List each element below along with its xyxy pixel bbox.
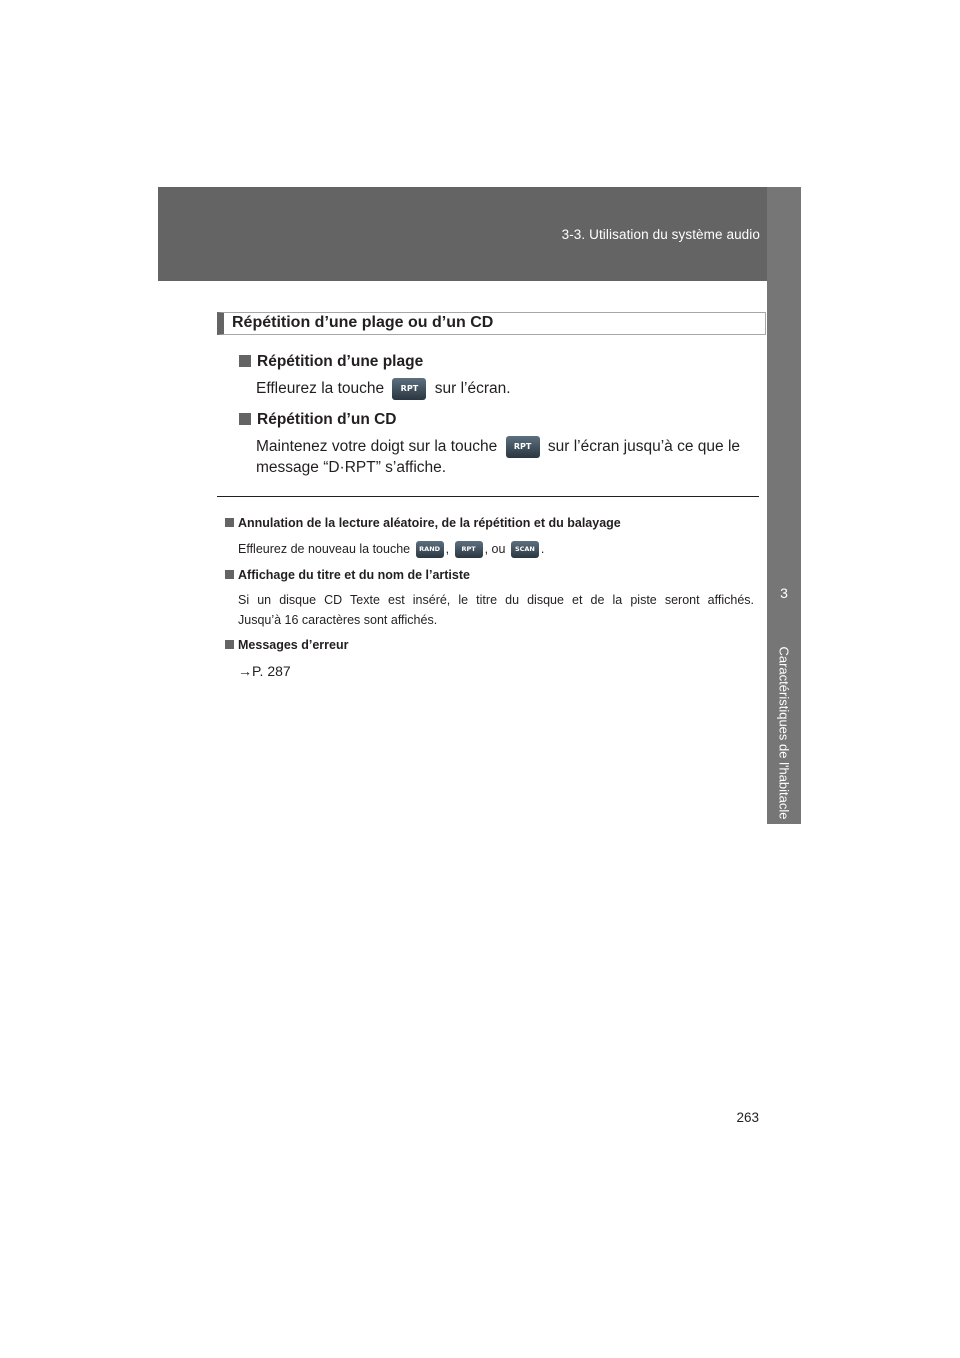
note-text-title-display-line1: Si un disque CD Texte est inséré, le titre du disque et de la piste seront affichés. <box>238 593 754 607</box>
page-reference-link[interactable]: →P. 287 <box>238 663 291 679</box>
square-bullet-icon <box>239 413 251 425</box>
instruction-cd-repeat-line2: message “D·RPT” s’affiche. <box>256 459 447 476</box>
note-heading-title-display: Affichage du titre et du nom de l’artiste <box>225 568 470 582</box>
chapter-side-tab <box>767 187 801 824</box>
chapter-number: 3 <box>780 585 788 601</box>
scan-button-icon: SCAN <box>511 541 539 558</box>
note-heading-errors: Messages d’erreur <box>225 638 348 652</box>
rpt-button-icon: RPT <box>506 436 540 458</box>
section-title: Répétition d’une plage ou d’un CD <box>232 314 494 331</box>
rpt-button-icon: RPT <box>455 541 483 558</box>
square-bullet-icon <box>225 640 234 649</box>
header-band <box>158 187 801 281</box>
square-bullet-icon <box>239 355 251 367</box>
section-header-title: 3-3. Utilisation du système audio <box>561 227 760 242</box>
instruction-track-repeat: Effleurez la touche RPT sur l’écran. <box>256 378 511 400</box>
rpt-button-icon: RPT <box>392 378 426 400</box>
note-text-title-display-line2: Jusqu’à 16 caractères sont affichés. <box>238 613 438 627</box>
note-text-cancel: Effleurez de nouveau la touche RAND , RPT , ou SCAN . <box>238 541 544 558</box>
instruction-cd-repeat: Maintenez votre doigt sur la touche RPT sur l’écran jusqu’à ce que le <box>256 436 740 458</box>
section-title-bar <box>217 312 766 335</box>
square-bullet-icon <box>225 518 234 527</box>
chapter-title: Caractéristiques de l'habitacle <box>776 646 792 820</box>
square-bullet-icon <box>225 570 234 579</box>
rand-button-icon: RAND <box>416 541 444 558</box>
subheading-track-repeat: Répétition d’une plage <box>239 353 423 371</box>
subheading-cd-repeat: Répétition d’un CD <box>239 411 397 429</box>
page-number: 263 <box>736 1110 759 1125</box>
section-divider <box>217 496 759 497</box>
note-heading-cancel: Annulation de la lecture aléatoire, de la répétition et du balayage <box>225 516 621 530</box>
